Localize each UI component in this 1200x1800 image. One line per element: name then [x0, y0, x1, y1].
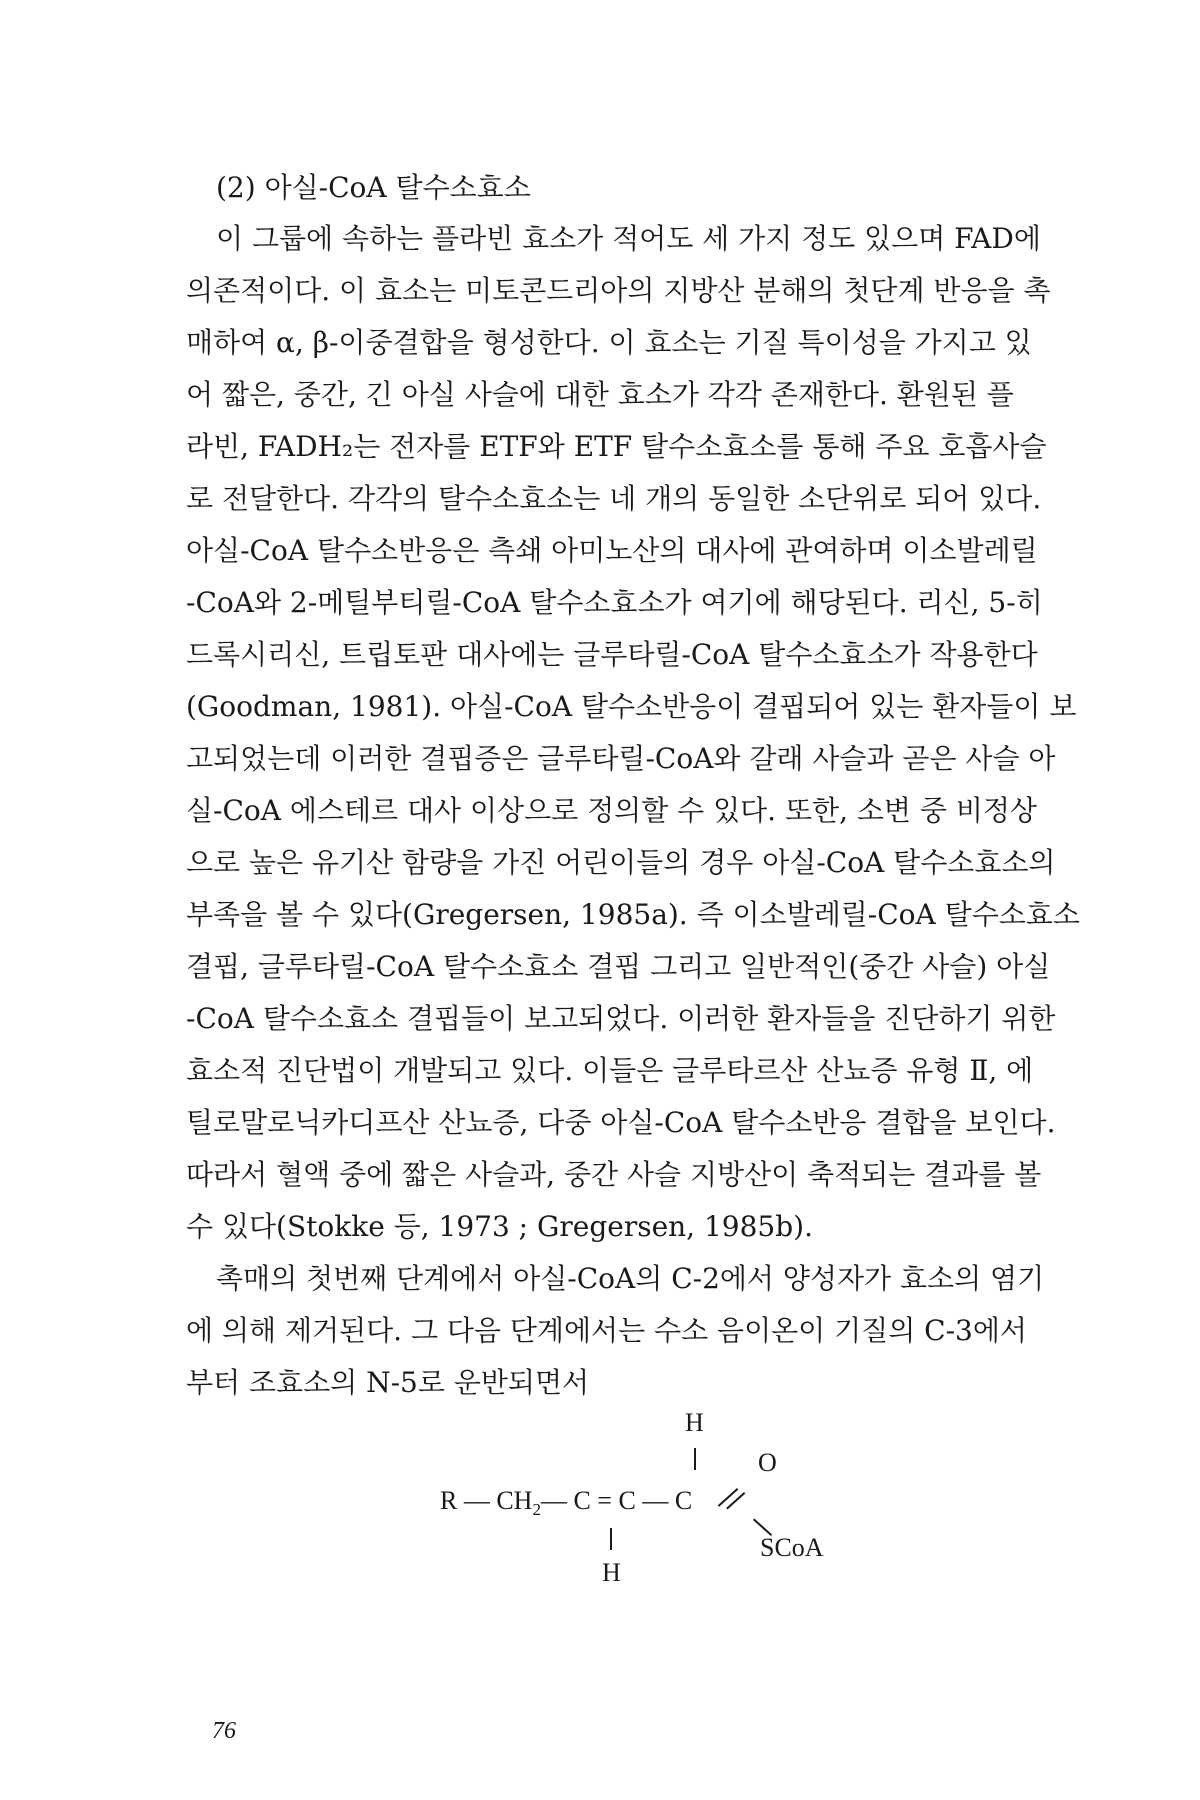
- paragraph-line: 아실-CoA 탈수소반응은 측쇄 아미노산의 대사에 관여하며 이소발레릴: [186, 534, 1038, 567]
- paragraph-line: 에 의해 제거된다. 그 다음 단계에서는 수소 음이온이 기질의 C-3에서: [186, 1314, 1027, 1347]
- paragraph-line: 고되었는데 이러한 결핍증은 글루타릴-CoA와 갈래 사슬과 곧은 사슬 아: [186, 742, 1056, 775]
- paragraph-line: (Goodman, 1981). 아실-CoA 탈수소반응이 결핍되어 있는 환자들이 보: [186, 690, 1077, 723]
- chemical-structure: [440, 1410, 860, 1610]
- paragraph-line: 효소적 진단법이 개발되고 있다. 이들은 글루타르산 산뇨증 유형 Ⅱ, 에: [186, 1054, 1034, 1087]
- paragraph-line: 부터 조효소의 N-5로 운반되면서: [186, 1366, 590, 1399]
- paragraph-line: 매하여 α, β-이중결합을 형성한다. 이 효소는 기질 특이성을 가지고 있: [186, 326, 1032, 359]
- paragraph-line: 로 전달한다. 각각의 탈수소효소는 네 개의 동일한 소단위로 되어 있다.: [186, 482, 1042, 515]
- paragraph-line: -CoA와 2-메틸부티릴-CoA 탈수소효소가 여기에 해당된다. 리신, 5-히: [186, 586, 1043, 619]
- paragraph-line: 수 있다(Stokke 등, 1973 ; Gregersen, 1985b).: [186, 1210, 813, 1243]
- paragraph-line: 이 그룹에 속하는 플라빈 효소가 적어도 세 가지 정도 있으며 FAD에: [216, 222, 1041, 255]
- paragraph-line: 촉매의 첫번째 단계에서 아실-CoA의 C-2에서 양성자가 효소의 염기: [216, 1262, 1045, 1295]
- paragraph-line: 부족을 볼 수 있다(Gregersen, 1985a). 즉 이소발레릴-CoA 탈수소효소: [186, 898, 1080, 931]
- paragraph-line: 으로 높은 유기산 함량을 가진 어린이들의 경우 아실-CoA 탈수소효소의: [186, 846, 1056, 879]
- bond-double-o-1: [718, 1488, 739, 1507]
- formula-top-hydrogen: H: [685, 1408, 704, 1437]
- formula-r-ch: R — CH: [440, 1486, 533, 1515]
- paragraph-line: 틸로말로닉카디프산 산뇨증, 다중 아실-CoA 탈수소반응 결합을 보인다.: [186, 1106, 1056, 1139]
- formula-chain-rest: — C = C — C: [540, 1486, 693, 1515]
- bond-vertical-bottom: [610, 1528, 612, 1550]
- paragraph-line: 드록시리신, 트립토판 대사에는 글루타릴-CoA 탈수소효소가 작용한다: [186, 638, 1038, 671]
- formula-oxygen: O: [758, 1448, 777, 1477]
- bond-vertical-top: [694, 1448, 696, 1470]
- section-heading: (2) 아실-CoA 탈수소효소: [216, 171, 531, 204]
- formula-bottom-hydrogen: H: [602, 1558, 621, 1587]
- paragraph-line: 따라서 혈액 중에 짧은 사슬과, 중간 사슬 지방산이 축적되는 결과를 볼: [186, 1158, 1042, 1191]
- paragraph-line: 의존적이다. 이 효소는 미토콘드리아의 지방산 분해의 첫단계 반응을 촉: [186, 274, 1051, 307]
- paragraph-line: 결핍, 글루타릴-CoA 탈수소효소 결핍 그리고 일반적인(중간 사슬) 아실: [186, 950, 1051, 983]
- formula-scoa: SCoA: [760, 1533, 824, 1562]
- formula-ch2-subscript: 2: [532, 1500, 541, 1520]
- formula-main-chain: [440, 1486, 693, 1520]
- page-number: 76: [212, 1718, 236, 1744]
- paragraph-line: -CoA 탈수소효소 결핍들이 보고되었다. 이러한 환자들을 진단하기 위한: [186, 1002, 1056, 1035]
- paragraph-line: 라빈, FADH₂는 전자를 ETF와 ETF 탈수소효소를 통해 주요 호흡사슬: [186, 430, 1047, 463]
- paragraph-line: 어 짧은, 중간, 긴 아실 사슬에 대한 효소가 각각 존재한다. 환원된 플: [186, 378, 1014, 411]
- paragraph-line: 실-CoA 에스테르 대사 이상으로 정의할 수 있다. 또한, 소변 중 비정상: [186, 794, 1037, 827]
